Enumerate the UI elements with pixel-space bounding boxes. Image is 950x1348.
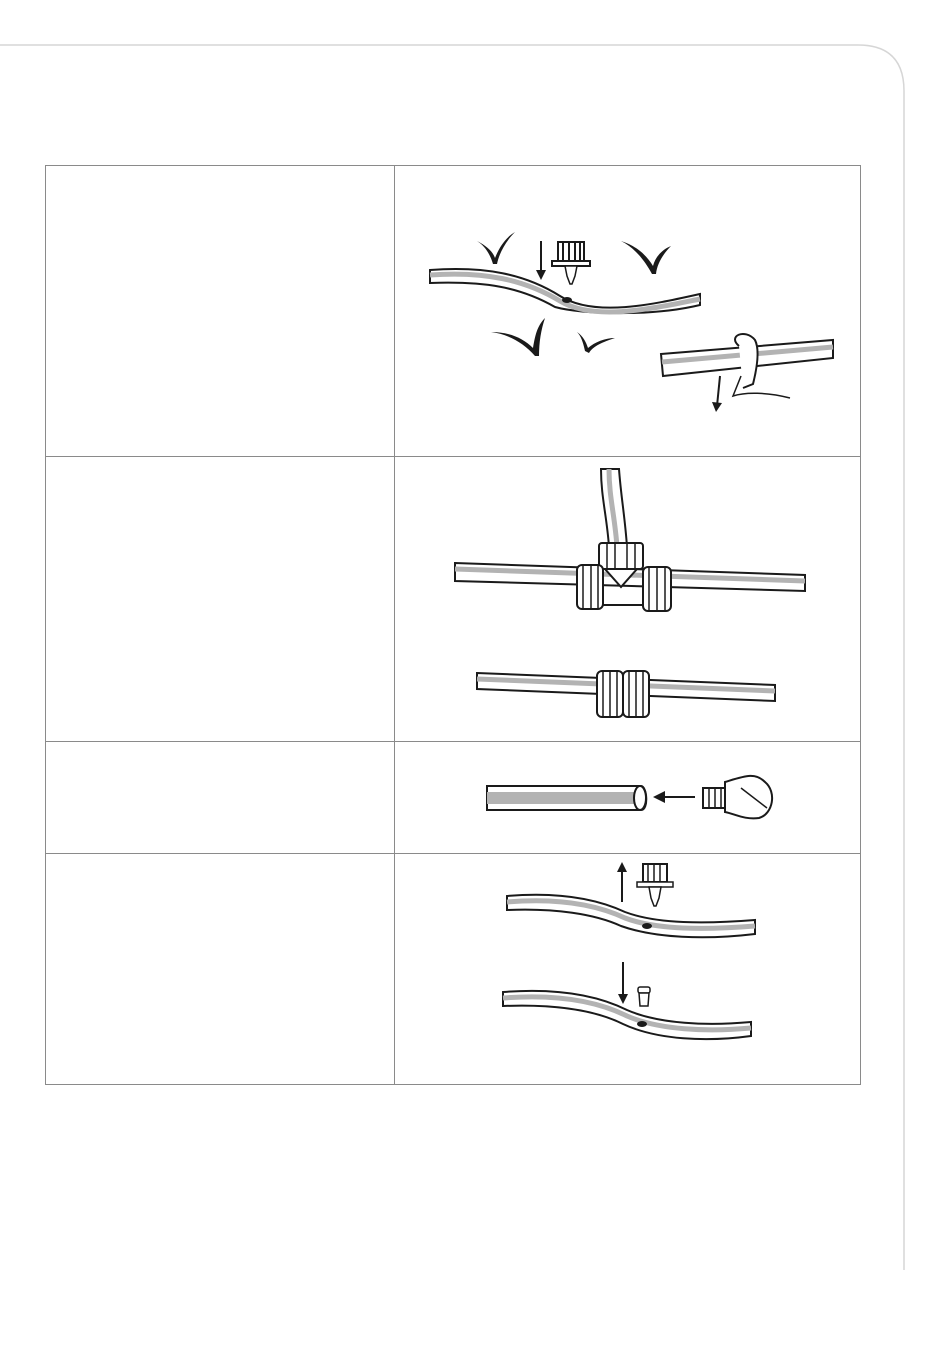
table-row — [46, 166, 861, 457]
tube-end-icon — [487, 786, 646, 810]
figure-cell — [395, 854, 861, 1085]
table-row — [46, 742, 861, 854]
arrow-left-icon — [653, 791, 695, 803]
install-dripper-figure — [395, 166, 862, 457]
tube-holder-stake-icon — [661, 334, 833, 412]
instruction-table — [45, 165, 861, 1085]
arrow-down-icon — [536, 241, 546, 280]
figure-cell — [395, 457, 861, 742]
dripper-removal-icon — [507, 862, 755, 937]
step-text-cell — [46, 742, 395, 854]
end-plug-icon — [703, 776, 772, 818]
hole-plug-icon — [503, 962, 751, 1039]
table-row — [46, 457, 861, 742]
step-text-cell — [46, 854, 395, 1085]
figure-cell — [395, 742, 861, 854]
dripper-icon — [552, 242, 590, 284]
step-text-cell — [46, 457, 395, 742]
table-row — [46, 854, 861, 1085]
end-plug-figure — [395, 742, 862, 854]
tee-connector-icon — [455, 469, 805, 611]
step-text-cell — [46, 166, 395, 457]
connectors-figure — [395, 457, 862, 742]
tube-with-hole-icon — [430, 269, 700, 313]
remove-dripper-figure — [395, 854, 862, 1085]
figure-cell — [395, 166, 861, 457]
straight-coupler-icon — [477, 671, 775, 717]
